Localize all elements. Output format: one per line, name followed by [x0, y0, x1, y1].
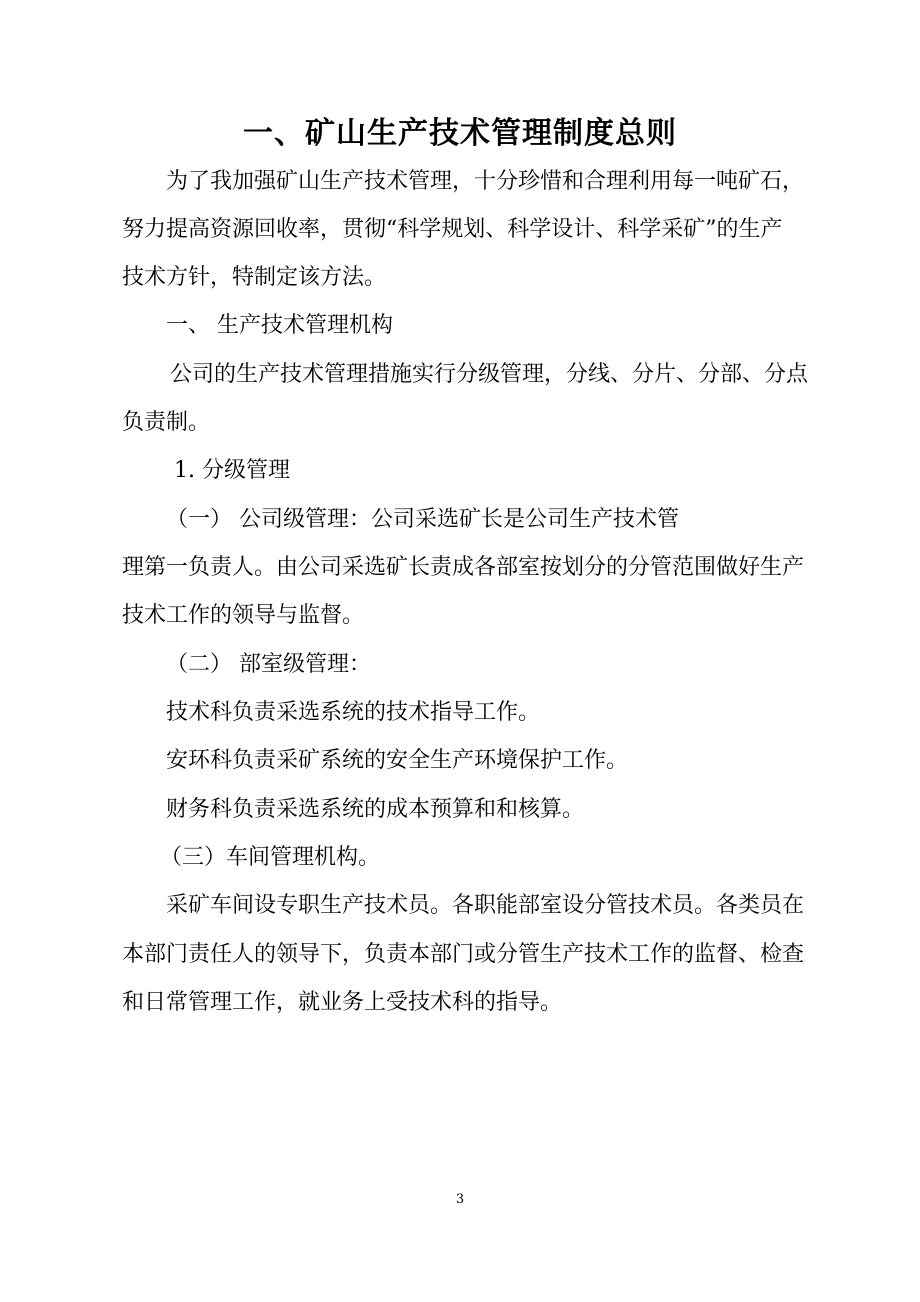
item-3-line-1: 采矿车间设专职生产技术员。各职能部室设分管技术员。各类员在 [166, 893, 805, 918]
item-2-duty-2: 安环科负责采矿系统的安全生产环境保护工作。 [166, 748, 629, 773]
item-3-heading: （三）车间管理机构。 [160, 845, 381, 870]
section-heading-management-organization: 一、 生产技术管理机构 [166, 313, 393, 338]
item-3-line-2: 本部门责任人的领导下，负责本部门或分管生产技术工作的监督、检查 [122, 942, 805, 967]
item-2-duty-1: 技术科负责采选系统的技术指导工作。 [166, 700, 541, 725]
item-1-line-1: （一） 公司级管理：公司采选矿长是公司生产技术管 [166, 507, 679, 532]
intro-line-3: 技术方针，特制定该方法。 [122, 265, 387, 290]
page-number: 3 [455, 1192, 465, 1207]
intro-line-2: 努力提高资源回收率，贯彻“科学规划、科学设计、科学采矿”的生产 [122, 217, 783, 242]
item-1-line-3: 技术工作的领导与监督。 [122, 603, 365, 628]
item-3-line-3: 和日常管理工作，就业务上受技术科的指导。 [122, 990, 563, 1015]
item-2-duty-3: 财务科负责采选系统的成本预算和和核算。 [166, 797, 585, 822]
item-2-heading: （二） 部室级管理： [166, 652, 371, 677]
page-title: 一、矿山生产技术管理制度总则 [243, 116, 677, 151]
item-1-line-2: 理第一负责人。由公司采选矿长责成各部室按划分的分管范围做好生产 [122, 555, 805, 580]
section-1-line-2: 负责制。 [122, 410, 211, 435]
intro-line-1: 为了我加强矿山生产技术管理，十分珍惜和合理利用每一吨矿石， [166, 169, 805, 194]
subsection-heading-graded-management: 1. 分级管理 [174, 458, 290, 483]
section-1-line-1: 公司的生产技术管理措施实行分级管理，分线、分片、分部、分点 [170, 362, 809, 387]
